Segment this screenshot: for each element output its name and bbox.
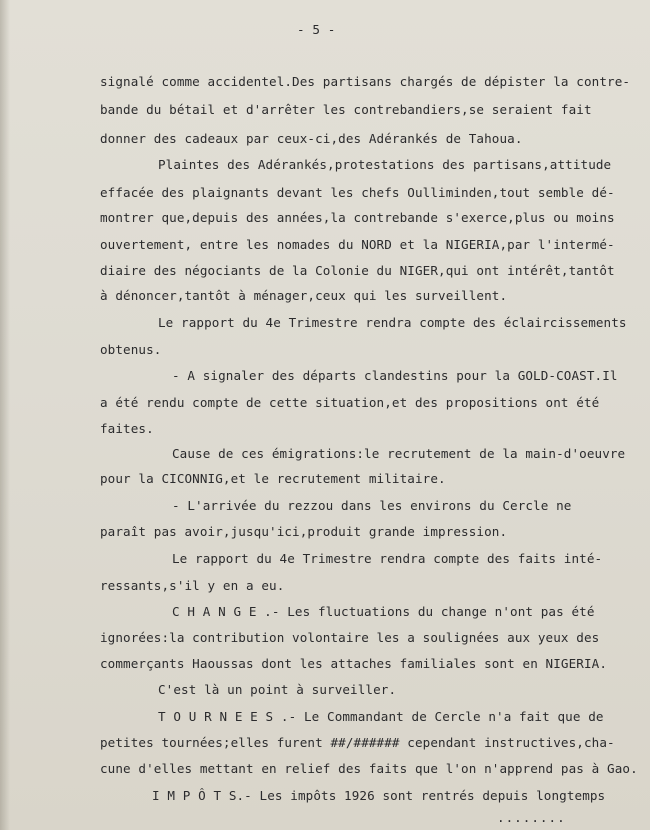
text-line-5: effacée des plaignants devant les chefs Oulliminden,tout semble dé- — [100, 185, 615, 200]
text-line-6: montrer que,depuis des années,la contrebande s'exerce,plus ou moins — [100, 210, 615, 225]
text-line-12: - A signaler des départs clandestins pour la GOLD-COAST.Il — [172, 368, 618, 383]
text-line-1: signalé comme accidentel.Des partisans chargés de dépister la contre- — [100, 74, 631, 89]
text-line-26: petites tournées;elles furent ##/###### cependant instructives,cha- — [100, 735, 615, 750]
page-number: - 5 - — [297, 22, 336, 37]
text-line-27: cune d'elles mettant en relief des faits que l'on n'apprend pas à Gao. — [100, 761, 638, 776]
text-line-7: ouvertement, entre les nomades du NORD et la NIGERIA,par l'intermé- — [100, 237, 615, 252]
text-line-16: pour la CICONNIG,et le recrutement militaire. — [100, 471, 446, 486]
text-line-2: bande du bétail et d'arrêter les contrebandiers,se seraient fait — [100, 102, 592, 117]
text-line-19: Le rapport du 4e Trimestre rendra compte des faits inté- — [172, 551, 603, 566]
text-line-22: ignorées:la contribution volontaire les a soulignées aux yeux des — [100, 630, 600, 645]
text-line-13: a été rendu compte de cette situation,et des propositions ont été — [100, 395, 600, 410]
text-line-8: diaire des négociants de la Colonie du NIGER,qui ont intérêt,tantôt — [100, 263, 615, 278]
text-line-28: I M P Ô T S.- Les impôts 1926 sont rentrés depuis longtemps — [152, 788, 606, 803]
text-line-9: à dénoncer,tantôt à ménager,ceux qui les surveillent. — [100, 288, 508, 303]
text-line-23: commerçants Haoussas dont les attaches familiales sont en NIGERIA. — [100, 656, 608, 671]
text-line-25: T O U R N E E S .- Le Commandant de Cercle n'a fait que de — [158, 709, 604, 724]
footer-dots: ........ — [497, 810, 566, 825]
text-line-24: C'est là un point à surveiller. — [158, 682, 397, 697]
text-line-21: C H A N G E .- Les fluctuations du change n'ont pas été — [172, 604, 595, 619]
text-line-15: Cause de ces émigrations:le recrutement de la main-d'oeuvre — [172, 446, 626, 461]
text-line-4: Plaintes des Adérankés,protestations des partisans,attitude — [158, 157, 612, 172]
text-line-10: Le rapport du 4e Trimestre rendra compte des éclaircissements — [158, 315, 627, 330]
text-line-11: obtenus. — [100, 342, 162, 357]
text-line-18: paraît pas avoir,jusqu'ici,produit grande impression. — [100, 524, 508, 539]
text-line-17: - L'arrivée du rezzou dans les environs du Cercle ne — [172, 498, 572, 513]
text-line-3: donner des cadeaux par ceux-ci,des Adérankés de Tahoua. — [100, 131, 523, 146]
text-line-20: ressants,s'il y en a eu. — [100, 578, 285, 593]
text-line-14: faites. — [100, 421, 154, 436]
